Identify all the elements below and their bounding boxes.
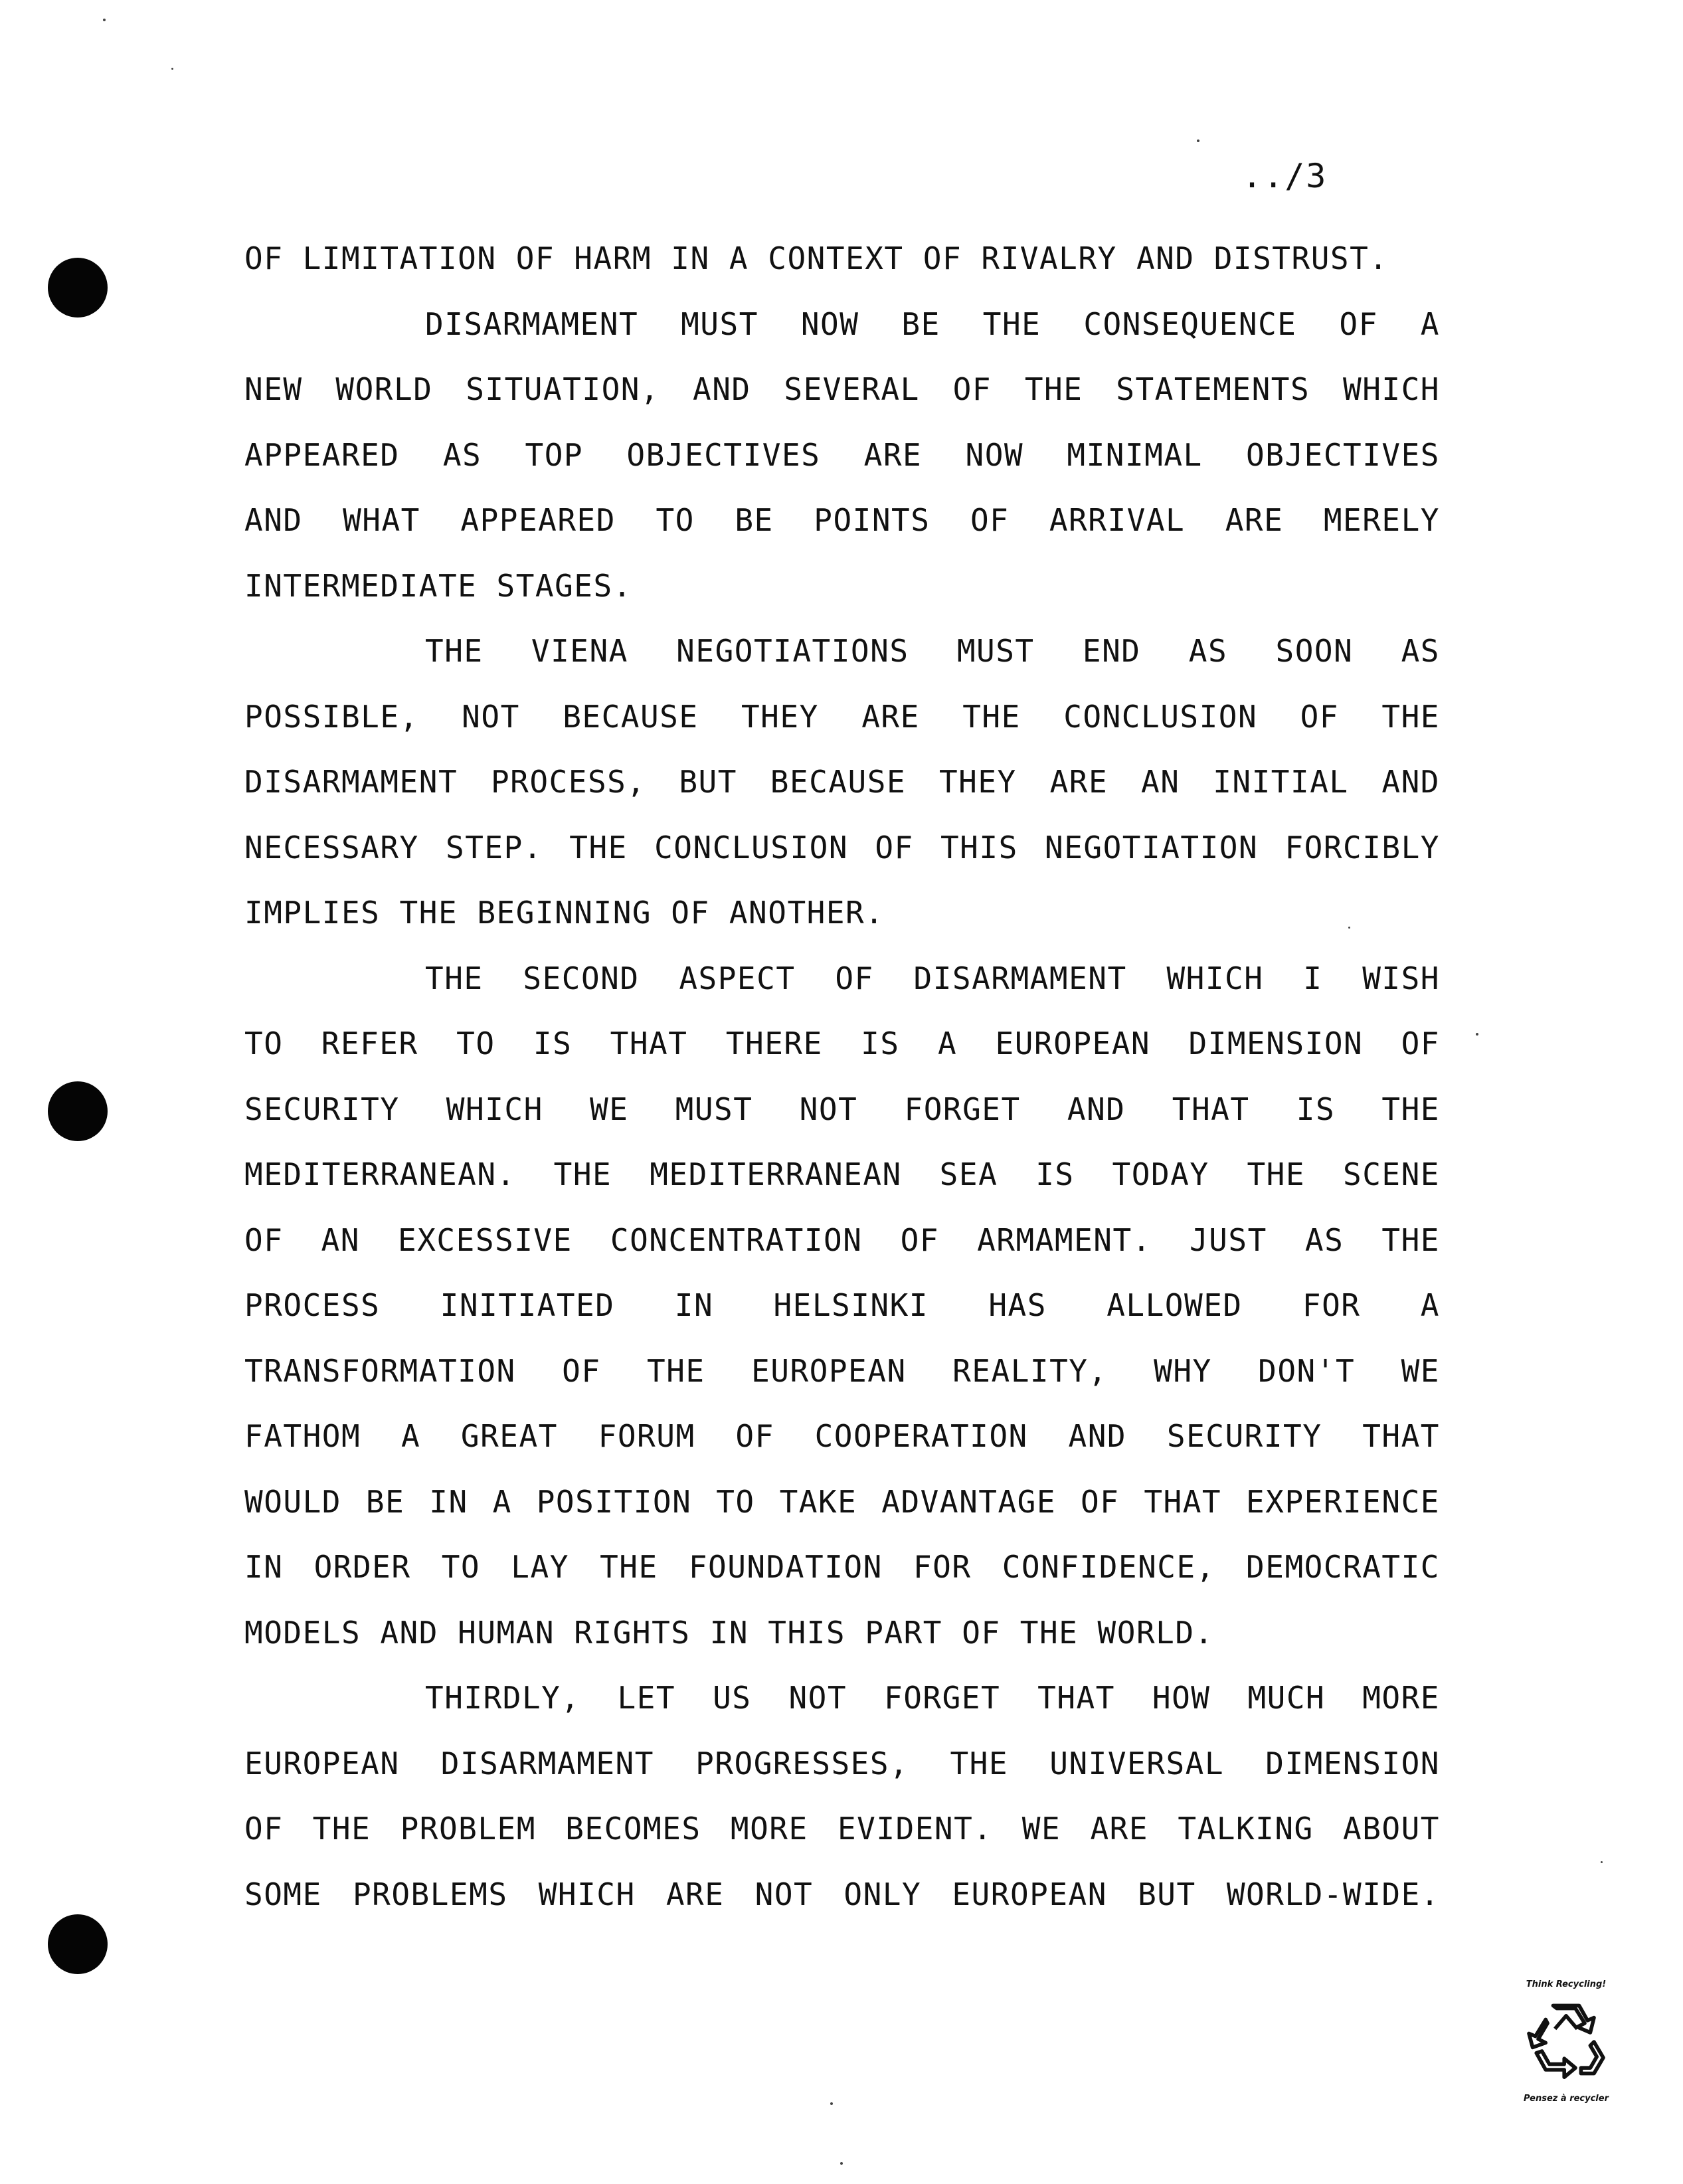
text-line: INTERMEDIATE STAGES. [244,567,632,604]
text-line: MODELS AND HUMAN RIGHTS IN THIS PART OF THE WORLD. [244,1614,1214,1651]
text-line: OF LIMITATION OF HARM IN A CONTEXT OF RIVALRY AND DISTRUST. [244,240,1389,276]
text-line: NEW WORLD SITUATION, AND SEVERAL OF THE STATEMENTS WHICH [244,371,1440,407]
scan-speck [840,2162,843,2165]
text-line: TRANSFORMATION OF THE EUROPEAN REALITY, WHY DON'T WE [244,1352,1440,1389]
paragraph-2 [244,292,1440,619]
document-body [244,226,1440,1927]
page-number: ../3 [1242,157,1328,195]
text-line: POSSIBLE, NOT BECAUSE THEY ARE THE CONCLUSION OF THE [244,698,1440,735]
punch-hole-top [48,258,108,318]
text-line: SECURITY WHICH WE MUST NOT FORGET AND THAT IS THE [244,1091,1440,1127]
text-line: IN ORDER TO LAY THE FOUNDATION FOR CONFIDENCE, DEMOCRATIC [244,1549,1440,1585]
scan-speck [171,68,173,70]
scan-speck [1348,927,1350,929]
text-line: NECESSARY STEP. THE CONCLUSION OF THIS NEGOTIATION FORCIBLY [244,829,1440,865]
recycle-icon [1520,1995,1613,2088]
scan-speck [103,19,106,21]
recycle-bottom-text: Pensez à recycler [1524,2094,1609,2104]
text-line: MEDITERRANEAN. THE MEDITERRANEAN SEA IS TODAY THE SCENE [244,1156,1440,1192]
text-line: DISARMAMENT PROCESS, BUT BECAUSE THEY ARE AN INITIAL AND [244,764,1440,800]
text-line: THE VIENA NEGOTIATIONS MUST END AS SOON AS [425,633,1440,669]
text-line: THIRDLY, LET US NOT FORGET THAT HOW MUCH MORE [425,1680,1440,1716]
text-line: FATHOM A GREAT FORUM OF COOPERATION AND SECURITY THAT [244,1418,1440,1454]
text-line: THE SECOND ASPECT OF DISARMAMENT WHICH I WISH [425,960,1440,996]
recycle-logo [1513,1978,1619,2144]
paragraph-5 [244,1665,1440,1927]
text-line: TO REFER TO IS THAT THERE IS A EUROPEAN DIMENSION OF [244,1026,1440,1061]
text-line: SOME PROBLEMS WHICH ARE NOT ONLY EUROPEAN BUT WORLD-WIDE. [244,1876,1440,1912]
paragraph-3 [244,618,1440,946]
text-line: WOULD BE IN A POSITION TO TAKE ADVANTAGE OF THAT EXPERIENCE [244,1483,1440,1520]
text-line: DISARMAMENT MUST NOW BE THE CONSEQUENCE OF A [425,306,1440,342]
paragraph-4 [244,946,1440,1666]
recycle-top-text: Think Recycling! [1526,1979,1607,1989]
scan-speck [830,2102,833,2105]
paragraph-1 [244,226,1440,292]
punch-hole-bottom [48,1914,108,1974]
text-line: OF AN EXCESSIVE CONCENTRATION OF ARMAMENT. JUST AS THE [244,1222,1440,1258]
text-line: APPEARED AS TOP OBJECTIVES ARE NOW MINIMAL OBJECTIVES [244,436,1440,473]
text-line: OF THE PROBLEM BECOMES MORE EVIDENT. WE ARE TALKING ABOUT [244,1811,1440,1847]
text-line: EUROPEAN DISARMAMENT PROGRESSES, THE UNIVERSAL DIMENSION [244,1745,1440,1781]
scan-speck [1197,139,1199,142]
scan-speck [1601,1861,1603,1863]
punch-hole-middle [48,1081,108,1141]
scan-speck [1476,1033,1478,1036]
text-line: AND WHAT APPEARED TO BE POINTS OF ARRIVAL ARE MERELY [244,502,1440,538]
text-line: IMPLIES THE BEGINNING OF ANOTHER. [244,895,885,931]
text-line: PROCESS INITIATED IN HELSINKI HAS ALLOWED FOR A [244,1287,1440,1323]
